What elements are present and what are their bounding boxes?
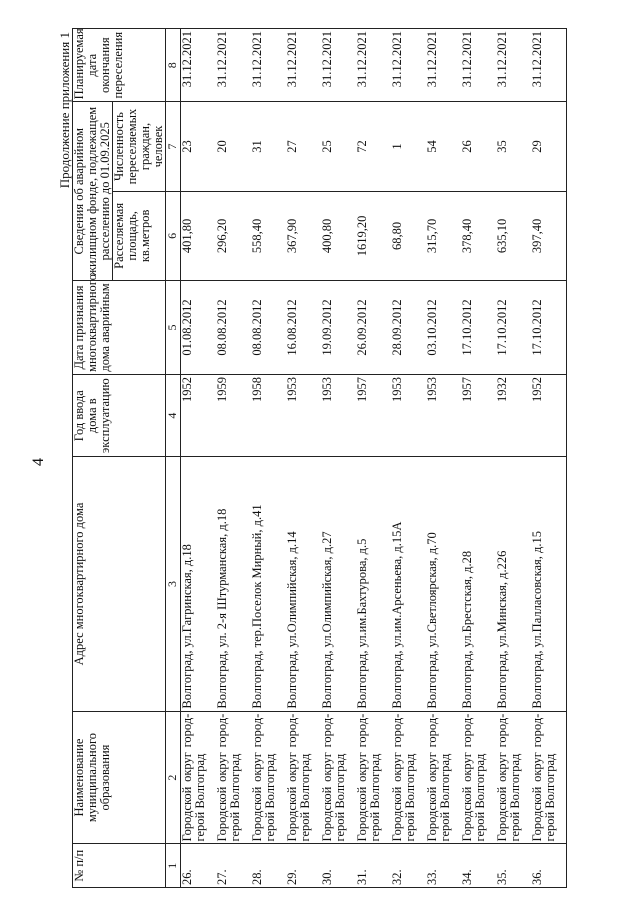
address-cell: Волгоград, ул.Палласовская, д.15 xyxy=(531,457,567,711)
planned-date-cell: 31.12.2021 xyxy=(216,29,251,102)
header-people: Численность переселяемых граждан, человек xyxy=(113,102,166,191)
area-cell: 401,80 xyxy=(181,191,217,280)
year-cell: 1952 xyxy=(181,374,217,456)
page-number: 4 xyxy=(30,458,47,466)
people-cell: 27 xyxy=(286,102,321,191)
address-cell: Волгоград, тер.Поселок Мирный, д.41 xyxy=(251,457,286,711)
page-number-wrap xyxy=(30,426,47,466)
municipality-cell: Городской округ город-герой Волгоград xyxy=(461,711,496,844)
row-number: 35. xyxy=(496,844,531,888)
municipality-cell: Городской округ город-герой Волгоград xyxy=(286,711,321,844)
year-cell: 1953 xyxy=(286,374,321,456)
table-row xyxy=(181,29,217,888)
row-number: 31. xyxy=(356,844,391,888)
planned-date-cell: 31.12.2021 xyxy=(181,29,217,102)
row-number: 30. xyxy=(321,844,356,888)
table-row xyxy=(251,29,286,888)
address-cell: Волгоград, ул.Брестская, д.28 xyxy=(461,457,496,711)
year-cell: 1953 xyxy=(391,374,426,456)
recognition-date-cell: 08.08.2012 xyxy=(251,281,286,375)
address-cell: Волгоград, ул.Минская, д.226 xyxy=(496,457,531,711)
recognition-date-cell: 01.08.2012 xyxy=(181,281,217,375)
header-year: Год ввода дома в эксплуатацию xyxy=(73,374,166,456)
table-body xyxy=(181,29,567,888)
area-cell: 315,70 xyxy=(426,191,461,280)
col-num: 5 xyxy=(166,281,181,375)
recognition-date-cell: 28.09.2012 xyxy=(391,281,426,375)
table-row xyxy=(531,29,567,888)
year-cell: 1957 xyxy=(461,374,496,456)
municipality-cell: Городской округ город-герой Волгоград xyxy=(531,711,567,844)
row-number: 32. xyxy=(391,844,426,888)
municipality-cell: Городской округ город-герой Волгоград xyxy=(426,711,461,844)
housing-table xyxy=(72,28,567,888)
address-cell: Волгоград, ул. 2-я Штурманская, д.18 xyxy=(216,457,251,711)
table-row xyxy=(461,29,496,888)
people-cell: 29 xyxy=(531,102,567,191)
municipality-cell: Городской округ город-герой Волгоград xyxy=(181,711,217,844)
municipality-cell: Городской округ город-герой Волгоград xyxy=(321,711,356,844)
recognition-date-cell: 16.08.2012 xyxy=(286,281,321,375)
year-cell: 1958 xyxy=(251,374,286,456)
area-cell: 296,20 xyxy=(216,191,251,280)
year-cell: 1957 xyxy=(356,374,391,456)
planned-date-cell: 31.12.2021 xyxy=(321,29,356,102)
people-cell: 35 xyxy=(496,102,531,191)
col-num: 8 xyxy=(166,29,181,102)
planned-date-cell: 31.12.2021 xyxy=(496,29,531,102)
table-row xyxy=(391,29,426,888)
area-cell: 635,10 xyxy=(496,191,531,280)
recognition-date-cell: 08.08.2012 xyxy=(216,281,251,375)
row-number: 27. xyxy=(216,844,251,888)
municipality-cell: Городской округ город-герой Волгоград xyxy=(356,711,391,844)
recognition-date-cell: 26.09.2012 xyxy=(356,281,391,375)
area-cell: 1619,20 xyxy=(356,191,391,280)
table-row xyxy=(426,29,461,888)
people-cell: 23 xyxy=(181,102,217,191)
planned-date-cell: 31.12.2021 xyxy=(391,29,426,102)
area-cell: 400,80 xyxy=(321,191,356,280)
recognition-date-cell: 17.10.2012 xyxy=(461,281,496,375)
planned-date-cell: 31.12.2021 xyxy=(531,29,567,102)
row-number: 34. xyxy=(461,844,496,888)
planned-date-cell: 31.12.2021 xyxy=(286,29,321,102)
year-cell: 1952 xyxy=(531,374,567,456)
header-planned: Планируемая дата окончания переселения xyxy=(73,29,166,102)
rotated-page xyxy=(58,28,614,888)
col-num: 1 xyxy=(166,844,181,888)
continuation-note: Продолжение приложения 1 xyxy=(57,32,72,189)
year-cell: 1932 xyxy=(496,374,531,456)
address-cell: Волгоград, ул.Олимпийская, д.27 xyxy=(321,457,356,711)
table-row xyxy=(496,29,531,888)
row-number: 29. xyxy=(286,844,321,888)
table-row xyxy=(216,29,251,888)
planned-date-cell: 31.12.2021 xyxy=(461,29,496,102)
planned-date-cell: 31.12.2021 xyxy=(356,29,391,102)
area-cell: 378,40 xyxy=(461,191,496,280)
people-cell: 25 xyxy=(321,102,356,191)
header-fund-group: Сведения об аварийном жилищном фонде, подлежащем расселению до 01.09.2025 xyxy=(73,102,113,281)
year-cell: 1959 xyxy=(216,374,251,456)
area-cell: 558,40 xyxy=(251,191,286,280)
recognition-date-cell: 19.09.2012 xyxy=(321,281,356,375)
header-date: Дата признания многоквартирного дома аварийным xyxy=(73,281,166,375)
people-cell: 72 xyxy=(356,102,391,191)
people-cell: 20 xyxy=(216,102,251,191)
year-cell: 1953 xyxy=(426,374,461,456)
address-cell: Волгоград, ул.им.Бахтурова, д.5 xyxy=(356,457,391,711)
col-num: 4 xyxy=(166,374,181,456)
people-cell: 26 xyxy=(461,102,496,191)
address-cell: Волгоград, ул.им.Арсеньева, д.15А xyxy=(391,457,426,711)
area-cell: 68,80 xyxy=(391,191,426,280)
header-mo: Наименование муниципального образования xyxy=(73,711,166,844)
table-row xyxy=(286,29,321,888)
municipality-cell: Городской округ город-герой Волгоград xyxy=(496,711,531,844)
municipality-cell: Городской округ город-герой Волгоград xyxy=(391,711,426,844)
table-row xyxy=(356,29,391,888)
people-cell: 1 xyxy=(391,102,426,191)
planned-date-cell: 31.12.2021 xyxy=(251,29,286,102)
area-cell: 397,40 xyxy=(531,191,567,280)
header-area: Расселяемая площадь, кв.метров xyxy=(113,191,166,280)
recognition-date-cell: 03.10.2012 xyxy=(426,281,461,375)
recognition-date-cell: 17.10.2012 xyxy=(496,281,531,375)
col-num: 7 xyxy=(166,102,181,191)
municipality-cell: Городской округ город-герой Волгоград xyxy=(216,711,251,844)
col-num: 6 xyxy=(166,191,181,280)
header-num: № п/п xyxy=(73,844,166,888)
people-cell: 31 xyxy=(251,102,286,191)
year-cell: 1953 xyxy=(321,374,356,456)
people-cell: 54 xyxy=(426,102,461,191)
row-number: 36. xyxy=(531,844,567,888)
row-number: 33. xyxy=(426,844,461,888)
municipality-cell: Городской округ город-герой Волгоград xyxy=(251,711,286,844)
header-address: Адрес многоквартирного дома xyxy=(73,457,166,711)
col-num: 3 xyxy=(166,457,181,711)
row-number: 28. xyxy=(251,844,286,888)
row-number: 26. xyxy=(181,844,217,888)
column-number-row xyxy=(166,29,181,888)
recognition-date-cell: 17.10.2012 xyxy=(531,281,567,375)
col-num: 2 xyxy=(166,711,181,844)
area-cell: 367,90 xyxy=(286,191,321,280)
table-row xyxy=(321,29,356,888)
planned-date-cell: 31.12.2021 xyxy=(426,29,461,102)
address-cell: Волгоград, ул.Олимпийская, д.14 xyxy=(286,457,321,711)
address-cell: Волгоград, ул.Светлоярская, д.70 xyxy=(426,457,461,711)
address-cell: Волгоград, ул.Гагринская, д.18 xyxy=(181,457,217,711)
